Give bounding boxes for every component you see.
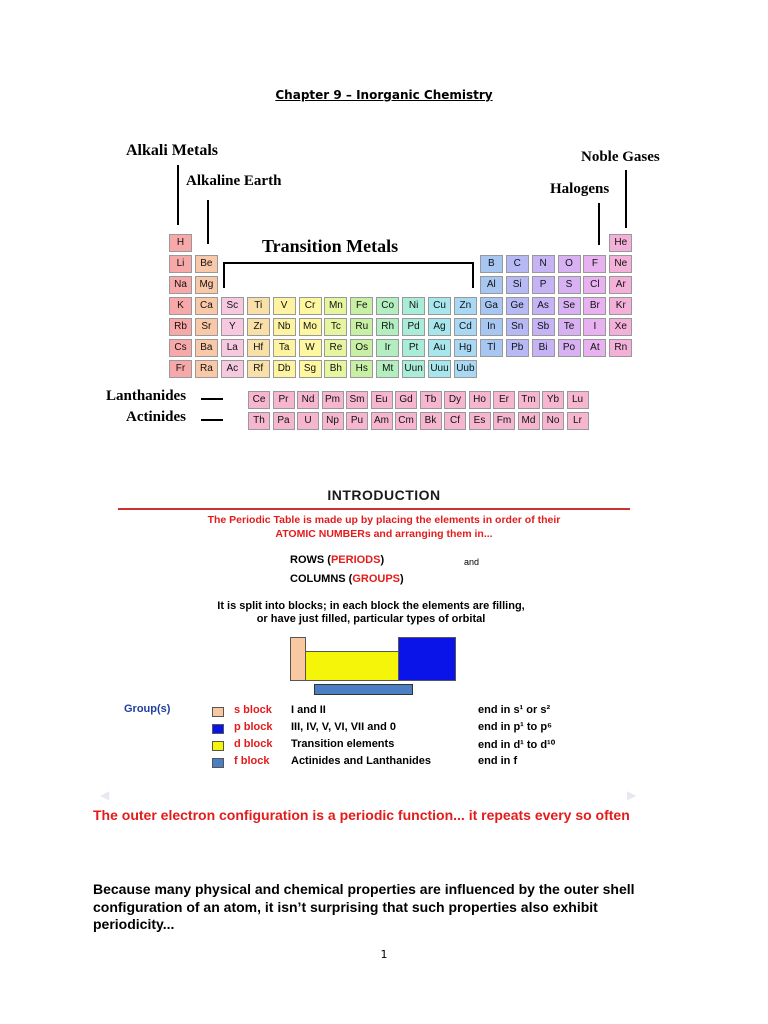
d-block-shape <box>305 651 399 681</box>
element-cell: Db <box>273 360 296 378</box>
label-lanthanides: Lanthanides <box>106 388 187 404</box>
element-cell: Bh <box>324 360 347 378</box>
lanthanide-cell: Gd <box>395 391 417 409</box>
element-cell: Cu <box>428 297 451 315</box>
element-cell: O <box>558 255 581 273</box>
rows-periods <box>290 554 384 566</box>
element-cell: Cr <box>299 297 322 315</box>
element-cell: Br <box>583 297 606 315</box>
element-cell: Po <box>558 339 581 357</box>
intro-line-2: ATOMIC NUMBERs and arranging them in... <box>275 528 493 540</box>
actinide-cell: Th <box>248 412 270 430</box>
element-cell: F <box>583 255 606 273</box>
element-cell: Kr <box>609 297 632 315</box>
element-cell: Ar <box>609 276 632 294</box>
element-cell: W <box>299 339 322 357</box>
actinide-cell: Md <box>518 412 540 430</box>
element-cell: Ac <box>221 360 244 378</box>
element-cell: Sc <box>221 297 244 315</box>
element-cell: Xe <box>609 318 632 336</box>
alkali-pointer-line <box>177 165 179 225</box>
actinide-cell: Np <box>322 412 344 430</box>
block-groups: I and II <box>291 704 326 716</box>
element-cell: Mg <box>195 276 218 294</box>
element-cell: Ni <box>402 297 425 315</box>
element-cell: Ra <box>195 360 218 378</box>
block-ending: end in d¹ to d¹⁰ <box>478 739 556 751</box>
actinide-cell: Am <box>371 412 393 430</box>
rows-suffix: ) <box>380 554 385 566</box>
and-word: and <box>464 557 480 567</box>
element-cell: Cl <box>583 276 606 294</box>
block-groups: III, IV, V, VI, VII and 0 <box>291 721 396 733</box>
lanthanide-cell: Pm <box>322 391 344 409</box>
transition-bracket-right <box>472 262 474 288</box>
block-swatch <box>212 741 224 751</box>
cols-prefix: COLUMNS ( <box>290 573 353 585</box>
actinide-cell: Es <box>469 412 491 430</box>
element-cell: Bi <box>532 339 555 357</box>
element-cell: Os <box>350 339 373 357</box>
element-cell: Si <box>506 276 529 294</box>
rows-prefix: ROWS ( <box>290 554 331 566</box>
element-cell: As <box>532 297 555 315</box>
label-halogens: Halogens <box>550 181 610 197</box>
element-cell: Ag <box>428 318 451 336</box>
label-actinides: Actinides <box>126 409 186 425</box>
element-cell: Mn <box>324 297 347 315</box>
element-cell: Y <box>221 318 244 336</box>
element-cell: Ga <box>480 297 503 315</box>
block-name: p block <box>234 721 273 733</box>
block-ending: end in f <box>478 755 518 767</box>
element-cell: Mt <box>376 360 399 378</box>
element-cell: Hs <box>350 360 373 378</box>
s-block-shape <box>290 637 306 681</box>
intro-line-1: The Periodic Table is made up by placing the elements in order of their <box>207 514 561 526</box>
intro-heading: INTRODUCTION <box>327 487 441 503</box>
element-cell: Rh <box>376 318 399 336</box>
element-cell: Tc <box>324 318 347 336</box>
alkaline-pointer-line <box>207 200 209 244</box>
element-cell: Ta <box>273 339 296 357</box>
block-swatch <box>212 707 224 717</box>
label-noble-gases: Noble Gases <box>581 149 660 165</box>
element-cell: Sr <box>195 318 218 336</box>
lanthanide-cell: Ho <box>469 391 491 409</box>
prev-arrow-icon: ◀ <box>100 788 110 802</box>
label-transition-metals: Transition Metals <box>262 236 399 256</box>
block-name: d block <box>234 738 273 750</box>
element-cell: Ca <box>195 297 218 315</box>
element-cell: C <box>506 255 529 273</box>
block-ending: end in p¹ to p⁶ <box>478 721 553 733</box>
element-cell: Uun <box>402 360 425 378</box>
block-swatch <box>212 724 224 734</box>
element-cell: P <box>532 276 555 294</box>
lanthanide-cell: Nd <box>297 391 319 409</box>
element-cell: Ne <box>609 255 632 273</box>
element-cell: V <box>273 297 296 315</box>
element-cell: Nb <box>273 318 296 336</box>
element-cell: Co <box>376 297 399 315</box>
lanthanide-cell: Dy <box>444 391 466 409</box>
transition-bracket-top <box>223 262 474 264</box>
split-line-1: It is split into blocks; in each block the elements are filling, <box>217 600 525 612</box>
lanthanide-cell: Er <box>493 391 515 409</box>
noble-pointer-line <box>625 170 627 228</box>
p-block-shape <box>398 637 456 681</box>
actinide-cell: No <box>542 412 564 430</box>
element-cell: K <box>169 297 192 315</box>
intro-divider <box>118 508 630 510</box>
element-cell: Pb <box>506 339 529 357</box>
element-cell: Se <box>558 297 581 315</box>
block-name: f block <box>234 755 270 767</box>
element-cell: Te <box>558 318 581 336</box>
lanthanide-cell: Tm <box>518 391 540 409</box>
next-arrow-icon: ▶ <box>627 788 637 802</box>
actinide-cell: U <box>297 412 319 430</box>
element-cell: Re <box>324 339 347 357</box>
actinide-cell: Fm <box>493 412 515 430</box>
lanthanide-cell: Lu <box>567 391 589 409</box>
lanthanide-cell: Pr <box>273 391 295 409</box>
actinide-cell: Pa <box>273 412 295 430</box>
lanthanide-pointer-line <box>201 398 223 400</box>
element-cell: H <box>169 234 192 252</box>
element-cell: Rb <box>169 318 192 336</box>
actinide-cell: Lr <box>567 412 589 430</box>
label-alkaline-earth: Alkaline Earth <box>186 173 282 189</box>
element-cell: I <box>583 318 606 336</box>
element-cell: Ti <box>247 297 270 315</box>
element-cell: Ru <box>350 318 373 336</box>
periods-word: PERIODS <box>330 554 381 566</box>
element-cell: Cs <box>169 339 192 357</box>
element-cell: Mo <box>299 318 322 336</box>
label-alkali-metals: Alkali Metals <box>126 142 218 159</box>
block-groups: Transition elements <box>291 738 395 750</box>
element-cell: Rn <box>609 339 632 357</box>
element-cell: In <box>480 318 503 336</box>
actinide-cell: Cm <box>395 412 417 430</box>
element-cell: Na <box>169 276 192 294</box>
element-cell: Fr <box>169 360 192 378</box>
element-cell: Hg <box>454 339 477 357</box>
element-cell: Sg <box>299 360 322 378</box>
transition-bracket-left <box>223 262 225 288</box>
actinide-cell: Cf <box>444 412 466 430</box>
element-cell: La <box>221 339 244 357</box>
periodicity-paragraph: Because many physical and chemical properties are influenced by the outer shell configuration of an atom, it isn’t surprising that such properties also exhibit periodicity... <box>93 881 635 932</box>
groups-word: GROUPS <box>352 573 401 585</box>
element-cell: Fe <box>350 297 373 315</box>
element-cell: Ba <box>195 339 218 357</box>
element-cell: Al <box>480 276 503 294</box>
block-ending: end in s¹ or s² <box>478 704 551 716</box>
lanthanide-cell: Eu <box>371 391 393 409</box>
lanthanide-cell: Ce <box>248 391 270 409</box>
groups-label: Group(s) <box>124 703 171 715</box>
element-cell: N <box>532 255 555 273</box>
lanthanide-cell: Yb <box>542 391 564 409</box>
block-groups: Actinides and Lanthanides <box>291 755 431 767</box>
element-cell: Tl <box>480 339 503 357</box>
lanthanide-cell: Tb <box>420 391 442 409</box>
element-cell: Hf <box>247 339 270 357</box>
element-cell: Pd <box>402 318 425 336</box>
element-cell: Au <box>428 339 451 357</box>
page-number: 1 <box>380 948 388 961</box>
block-name: s block <box>234 704 272 716</box>
element-cell: He <box>609 234 632 252</box>
actinide-pointer-line <box>201 419 223 421</box>
periodic-function-statement: The outer electron configuration is a periodic function... it repeats every so often <box>93 807 630 823</box>
element-cell: Li <box>169 255 192 273</box>
element-cell: Uuu <box>428 360 451 378</box>
actinide-cell: Pu <box>346 412 368 430</box>
block-swatch <box>212 758 224 768</box>
element-cell: Ir <box>376 339 399 357</box>
element-cell: Sn <box>506 318 529 336</box>
page-title: Chapter 9 – Inorganic Chemistry <box>275 88 493 102</box>
halogen-pointer-line <box>598 203 600 245</box>
actinide-cell: Bk <box>420 412 442 430</box>
element-cell: Sb <box>532 318 555 336</box>
element-cell: B <box>480 255 503 273</box>
f-block-shape <box>314 684 413 695</box>
element-cell: Be <box>195 255 218 273</box>
columns-groups <box>290 573 404 585</box>
element-cell: At <box>583 339 606 357</box>
lanthanide-cell: Sm <box>346 391 368 409</box>
element-cell: Zr <box>247 318 270 336</box>
element-cell: Cd <box>454 318 477 336</box>
element-cell: Pt <box>402 339 425 357</box>
cols-suffix: ) <box>400 573 404 585</box>
element-cell: S <box>558 276 581 294</box>
element-cell: Uub <box>454 360 477 378</box>
split-line-2: or have just filled, particular types of orbital <box>256 613 486 625</box>
element-cell: Zn <box>454 297 477 315</box>
element-cell: Rf <box>247 360 270 378</box>
element-cell: Ge <box>506 297 529 315</box>
